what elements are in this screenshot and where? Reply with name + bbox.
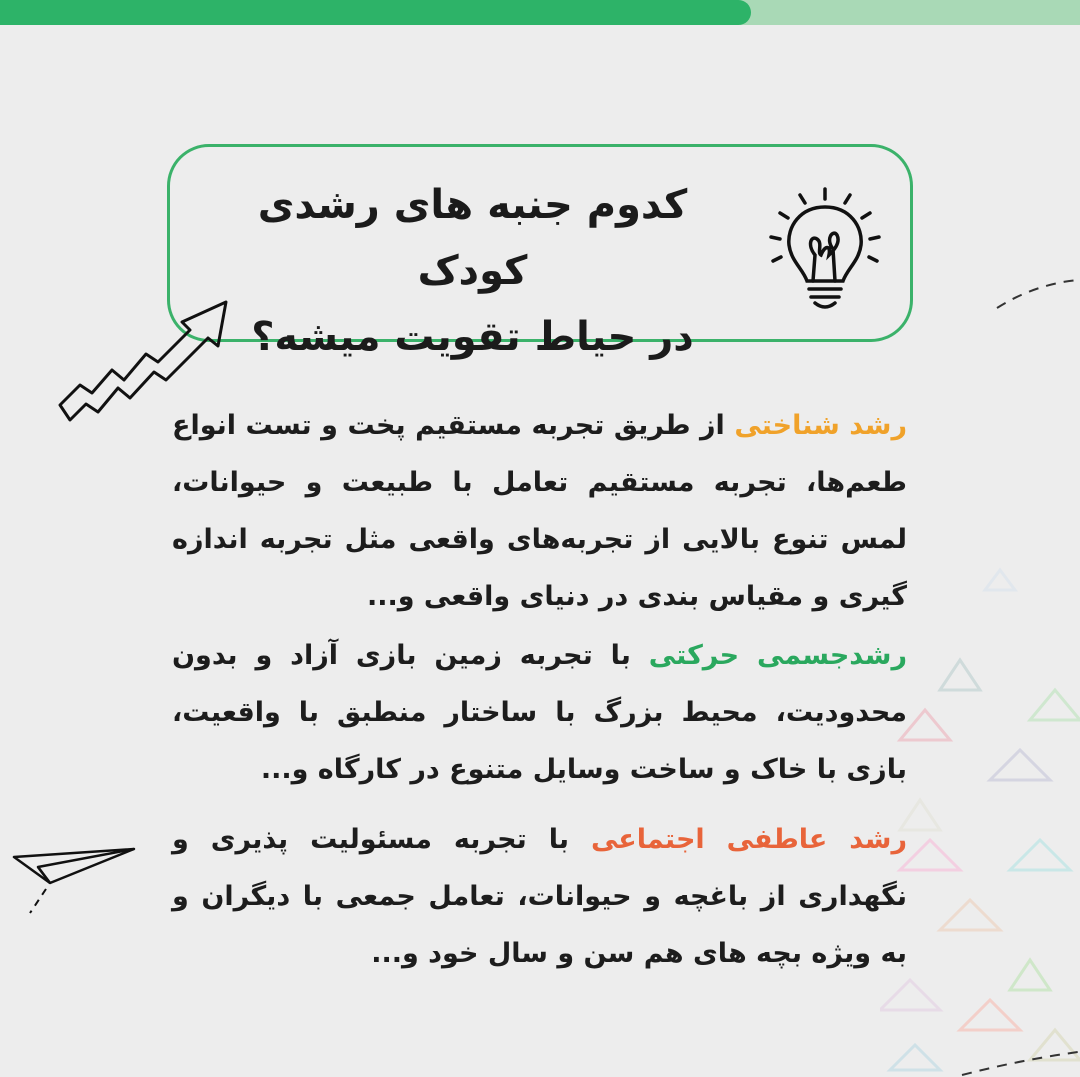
dashed-line-decoration — [995, 276, 1080, 311]
background-triangles — [880, 540, 1080, 1077]
section-body: با تجربه مسئولیت پذیری و نگهداری از باغچه و حیوانات، تعامل جمعی با دیگران و به ویژه بچه های هم سن و سال خود و... — [172, 824, 907, 969]
section-cognitive — [172, 397, 907, 625]
title-line-1: کدوم جنبه های رشدی کودک — [257, 182, 688, 294]
section-heading: رشد عاطفی اجتماعی — [590, 824, 907, 855]
section-social-emotional — [172, 811, 907, 982]
progress-track — [0, 0, 1080, 25]
section-physical — [172, 627, 907, 798]
dashed-line-decoration — [960, 1050, 1080, 1077]
title-line-2: در حیاط تقویت میشه؟ — [251, 314, 694, 360]
section-body: از طریق تجربه مستقیم پخت و تست انواع طعم‌ها، تجربه مستقیم تعامل با طبیعت و حیوانات، لمس تنوع بالایی از تجربه‌های واقعی مثل تجربه اندازه گیری و مقیاس بندی در دنیای واقعی و... — [172, 410, 907, 612]
section-heading: رشد شناختی — [734, 410, 907, 441]
section-heading: رشدجسمی حرکتی — [648, 640, 907, 671]
page-title — [200, 172, 745, 370]
paper-plane-icon — [10, 835, 140, 925]
section-body: با تجربه زمین بازی آزاد و بدون محدودیت، محیط بزرگ با ساختار منطبق با واقعیت، بازی با خاک و ساخت وسایل متنوع در کارگاه و... — [172, 640, 907, 785]
progress-fill — [0, 0, 751, 25]
lightbulb-icon — [765, 185, 885, 315]
